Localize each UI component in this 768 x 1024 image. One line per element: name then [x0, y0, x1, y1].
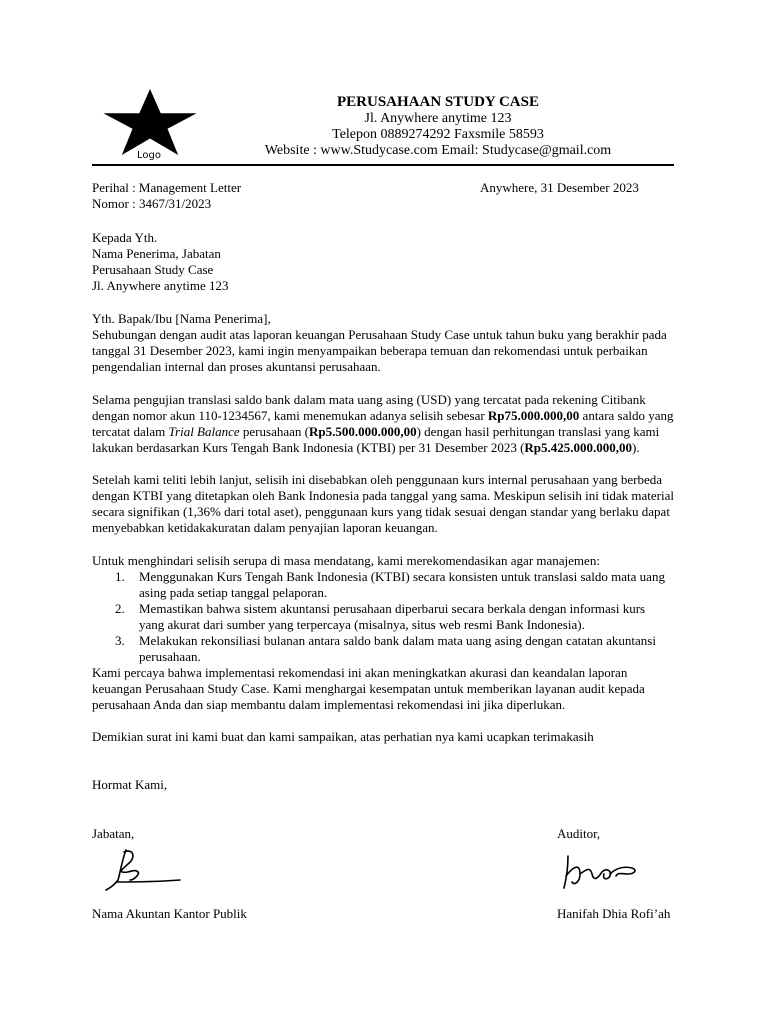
- final-note: Demikian surat ini kami buat dan kami sampaikan, atas perhatian nya kami ucapkan terimakasih: [92, 729, 594, 744]
- logo-caption: Logo: [137, 150, 161, 161]
- left-signature-icon: [104, 846, 184, 892]
- star-logo-icon: [101, 88, 199, 156]
- right-signer-title: Auditor,: [557, 826, 601, 841]
- list-text: Memastikan bahwa sistem akuntansi perusahaan diperbarui secara berkala dengan informasi kurs yang akurat dari sumber yang terpercaya (misalnya, situs web resmi Bank Indonesia).: [139, 601, 646, 632]
- recipient-block: [92, 230, 676, 294]
- ktbi-amount: Rp5.425.000.000,00: [524, 440, 633, 455]
- trial-balance-amount: Rp5.500.000.000,00: [308, 424, 417, 439]
- list-text: Melakukan rekonsiliasi bulanan antara saldo bank dalam mata uang asing dengan catatan akuntansi perusahaan.: [139, 633, 656, 664]
- finding-text: ).: [632, 440, 640, 455]
- finding-text: antara saldo yang tercatat dalam: [92, 408, 674, 439]
- right-signature-icon: [560, 852, 642, 892]
- regards: Hormat Kami,: [92, 777, 168, 792]
- finding-text: Selama pengujian translasi saldo bank dalam mata uang asing (USD) yang tercatat pada rekening Citibank dengan nomor akun 110-1234567, kami menemukan adanya selisih sebesar: [92, 392, 646, 423]
- difference-amount: Rp75.000.000,00: [487, 408, 580, 423]
- company-phone: Telepon 0889274292 Faxsmile 58593: [332, 127, 544, 142]
- left-signer-name: Nama Akuntan Kantor Publik: [92, 906, 247, 921]
- recommendation-intro: Untuk menghindari selisih serupa di masa mendatang, kami merekomendasikan agar manajemen:: [92, 553, 600, 568]
- recipient-line: Nama Penerima, Jabatan: [92, 246, 221, 261]
- list-number: 1.: [115, 569, 125, 584]
- letterhead-block: [238, 94, 638, 159]
- list-number: 3.: [115, 633, 125, 648]
- salutation: Yth. Bapak/Ibu [Nama Penerima],: [92, 311, 271, 326]
- finding-paragraph: [92, 392, 676, 456]
- company-web-email: Website : www.Studycase.com Email: Studycase@gmail.com: [264, 143, 612, 158]
- letter-subject: Perihal : Management Letter: [92, 180, 242, 195]
- company-name: PERUSAHAAN STUDY CASE: [337, 94, 539, 110]
- finding-text: perusahaan (: [239, 424, 309, 439]
- letterhead-divider: [92, 164, 674, 166]
- recipient-line: Kepada Yth.: [92, 230, 158, 245]
- analysis-paragraph: Setelah kami teliti lebih lanjut, selisih ini disebabkan oleh penggunaan kurs internal perusahaan yang berbeda dengan KTBI yang ditetapkan oleh Bank Indonesia pada tanggal yang sama. Meskipun selisih ini tidak material secara signifikan (1,36% dari total aset), penggunaan kurs yang tidak sesuai dengan standar yang berlaku dapat menyebabkan ketidakakuratan dalam penyajian laporan keuangan.: [92, 472, 674, 535]
- closing-paragraph: Kami percaya bahwa implementasi rekomendasi ini akan meningkatkan akurasi dan keandalan laporan keuangan Perusahaan Study Case. Kami menghargai kesempatan untuk memberikan layanan audit kepada perusahaan Anda dan siap membantu dalam implementasi rekomendasi ini jika diperlukan.: [92, 665, 645, 712]
- list-number: 2.: [115, 601, 125, 616]
- trial-balance-term: Trial Balance: [168, 424, 240, 439]
- recipient-line: Perusahaan Study Case: [92, 262, 214, 277]
- right-signer-name: Hanifah Dhia Rofi’ah: [557, 906, 671, 921]
- letter-place-date: Anywhere, 31 Desember 2023: [480, 180, 639, 195]
- left-signer-title: Jabatan,: [92, 826, 135, 841]
- finding-text: ) dengan hasil perhitungan translasi yang kami lakukan berdasarkan Kurs Tengah Bank Indonesia (KTBI) per 31 Desember 2023 (: [92, 424, 660, 455]
- list-text: Menggunakan Kurs Tengah Bank Indonesia (KTBI) secara konsisten untuk translasi saldo mata uang asing pada setiap tanggal pelaporan.: [139, 569, 665, 600]
- company-address: Jl. Anywhere anytime 123: [364, 111, 512, 126]
- intro-paragraph: Sehubungan dengan audit atas laporan keuangan Perusahaan Study Case untuk tahun buku yang berakhir pada tanggal 31 Desember 2023, kami ingin menyampaikan beberapa temuan dan rekomendasi untuk perbaikan pengendalian internal dan proses akuntansi perusahaan.: [92, 327, 667, 374]
- letter-number: Nomor : 3467/31/2023: [92, 196, 212, 211]
- recipient-line: Jl. Anywhere anytime 123: [92, 278, 229, 293]
